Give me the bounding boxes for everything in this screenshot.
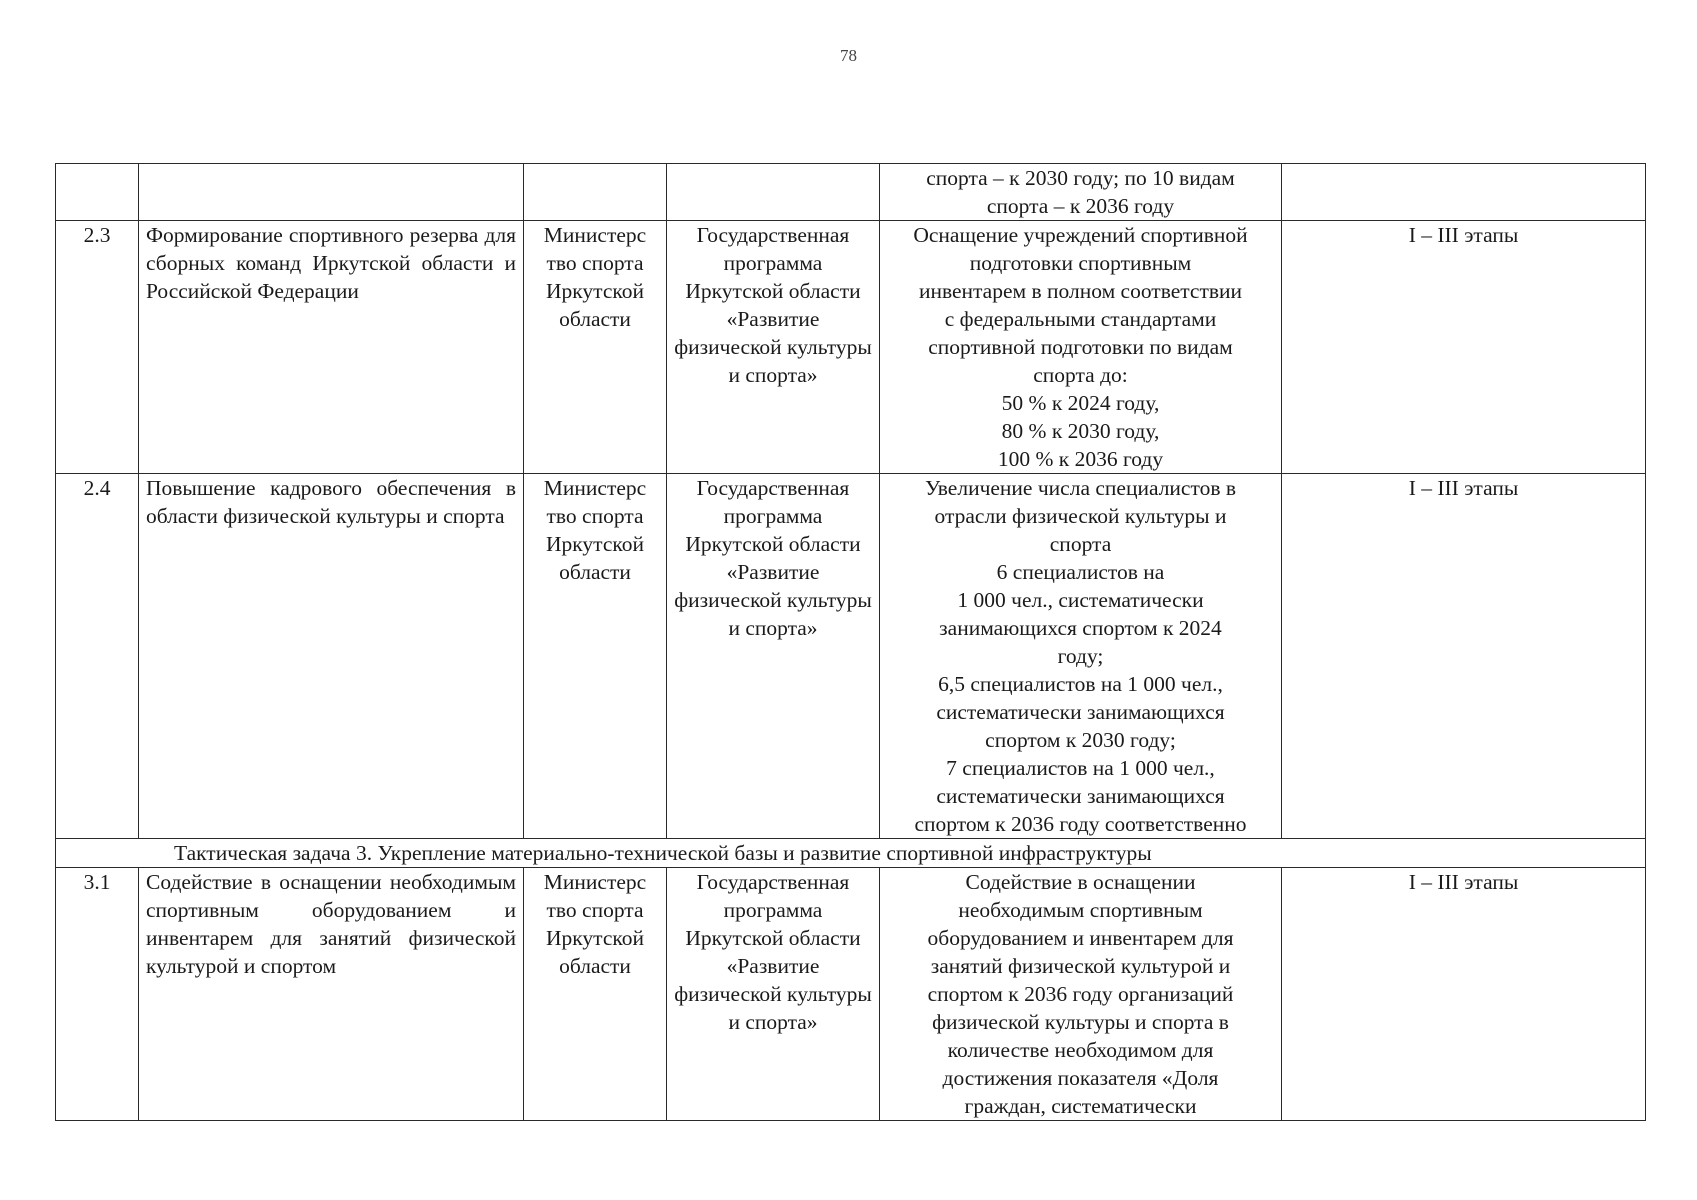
result-line: спорта – к 2030 году; по 10 видам xyxy=(926,166,1235,190)
cell-stage: I – III этапы xyxy=(1282,221,1646,474)
result-line: спорта xyxy=(1049,532,1112,556)
cell-result xyxy=(880,221,1282,474)
cell-result xyxy=(880,474,1282,839)
table-row-3-1 xyxy=(56,868,1646,1121)
result-line: количестве необходимом для xyxy=(947,1038,1214,1062)
result-line: систематически занимающихся xyxy=(936,784,1225,808)
cell-stage: I – III этапы xyxy=(1282,474,1646,839)
cell-executor: Министерс тво спорта Иркутской области xyxy=(524,474,667,839)
table-row-2-3 xyxy=(56,221,1646,474)
result-line: 100 % к 2036 году xyxy=(997,447,1164,471)
task-heading-cell xyxy=(56,839,1646,868)
cell-program: Государственная программа Иркутской области «Развитие физической культуры и спорта» xyxy=(667,221,880,474)
result-line: спортом к 2036 году соответственно xyxy=(914,812,1247,836)
cell-measure: Содействие в оснащении необходимым спортивным оборудованием и инвентарем для занятий физической культурой и спортом xyxy=(139,868,524,1121)
result-line: с федеральными стандартами xyxy=(944,307,1217,331)
result-line: 6,5 специалистов на 1 000 чел., xyxy=(938,672,1223,696)
result-line: 50 % к 2024 году, xyxy=(1001,391,1160,415)
cell-num xyxy=(56,164,139,221)
cell-num: 3.1 xyxy=(56,868,139,1121)
result-line: занимающихся спортом к 2024 xyxy=(939,616,1222,640)
result-line: занятий физической культурой и xyxy=(930,954,1231,978)
result-line: подготовки спортивным xyxy=(969,251,1192,275)
cell-measure: Повышение кадрового обеспечения в области физической культуры и спорта xyxy=(139,474,524,839)
cell-program: Государственная программа Иркутской области «Развитие физической культуры и спорта» xyxy=(667,868,880,1121)
task-heading: Тактическая задача 3. Укрепление материально-технической базы и развитие спортивной инфраструктуры xyxy=(174,841,1152,865)
table-row-2-4 xyxy=(56,474,1646,839)
cell-program xyxy=(667,164,880,221)
cell-executor xyxy=(524,164,667,221)
result-line: Содействие в оснащении xyxy=(965,870,1196,894)
table-row-continuation xyxy=(56,164,1646,221)
result-line: году; xyxy=(1057,644,1104,668)
result-line: граждан, систематически xyxy=(964,1094,1197,1118)
cell-num: 2.3 xyxy=(56,221,139,474)
result-line: Оснащение учреждений спортивной xyxy=(913,223,1248,247)
result-line: спортом к 2036 году организаций xyxy=(927,982,1234,1006)
result-line: отрасли физической культуры и xyxy=(934,504,1227,528)
result-line: необходимым спортивным xyxy=(958,898,1203,922)
result-line: спортом к 2030 году; xyxy=(985,728,1176,752)
cell-stage: I – III этапы xyxy=(1282,868,1646,1121)
result-line: достижения показателя «Доля xyxy=(942,1066,1219,1090)
result-line: оборудованием и инвентарем для xyxy=(927,926,1234,950)
cell-executor: Министерс тво спорта Иркутской области xyxy=(524,221,667,474)
result-line: спорта до: xyxy=(1033,363,1128,387)
cell-measure xyxy=(139,164,524,221)
result-line: Увеличение числа специалистов в xyxy=(924,476,1237,500)
result-line: инвентарем в полном соответствии xyxy=(918,279,1243,303)
cell-stage xyxy=(1282,164,1646,221)
result-line: 7 специалистов на 1 000 чел., xyxy=(946,756,1215,780)
result-line: 1 000 чел., систематически xyxy=(957,588,1204,612)
cell-num: 2.4 xyxy=(56,474,139,839)
cell-program: Государственная программа Иркутской области «Развитие физической культуры и спорта» xyxy=(667,474,880,839)
cell-executor: Министерс тво спорта Иркутской области xyxy=(524,868,667,1121)
cell-result xyxy=(880,164,1282,221)
page-number: 78 xyxy=(840,46,857,65)
result-line: спорта – к 2036 году xyxy=(986,194,1175,218)
result-line: физической культуры и спорта в xyxy=(932,1010,1229,1034)
result-line: систематически занимающихся xyxy=(936,700,1225,724)
measures-table xyxy=(55,163,1646,1121)
result-line: 80 % к 2030 году, xyxy=(1001,419,1160,443)
cell-result xyxy=(880,868,1282,1121)
cell-measure: Формирование спортивного резерва для сборных команд Иркутской области и Российской Федерации xyxy=(139,221,524,474)
result-line: спортивной подготовки по видам xyxy=(928,335,1233,359)
result-line: 6 специалистов на xyxy=(996,560,1165,584)
task-heading-row xyxy=(56,839,1646,868)
